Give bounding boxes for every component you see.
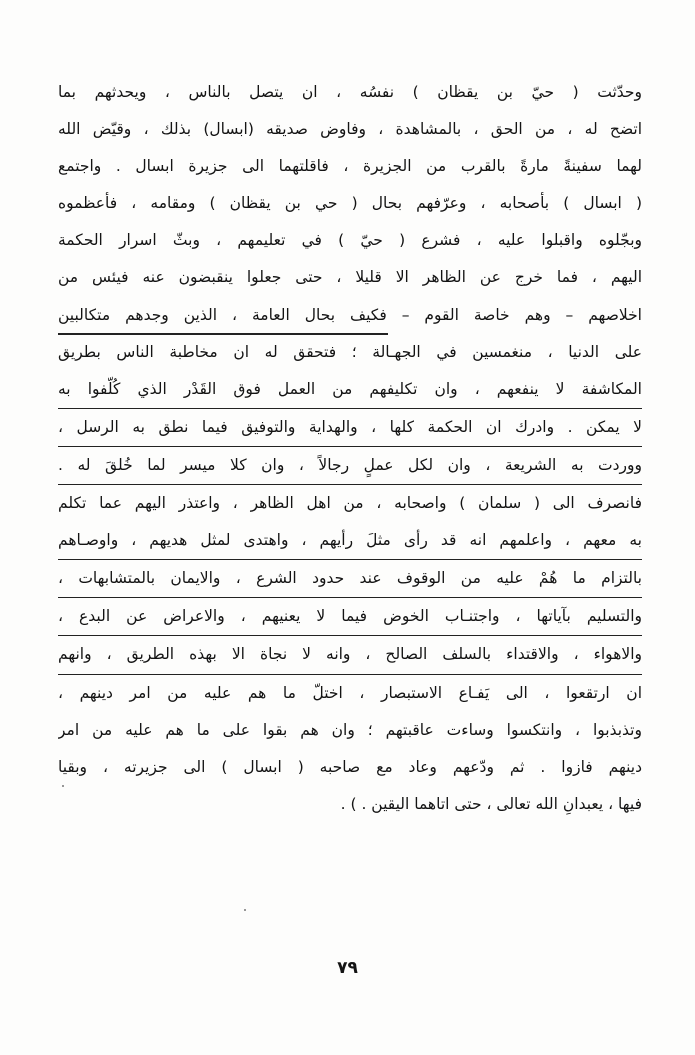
text-line: اتضح له ، من الحق ، بالمشاهدة ، وفاوض صديقه (ابسال) بذلك ، وقيّض الله (58, 120, 642, 139)
text-line: وبجّلوه واقبلوا عليه ، فشرع ( حيّ ) في تعليمهم ، وبثّ اسرار الحكمة (58, 231, 642, 250)
text-line: اخلاصهم – وهم خاصة القوم – فكيف بحال العامة ، الذين وجدهم متكالبين (58, 305, 642, 324)
text-line: وتذبذبوا ، وانتكسوا وساءت عاقبتهم ؛ وان هم بقوا على ما هم عليه من امر (58, 720, 642, 739)
body-text (58, 74, 642, 823)
underlined-text-line: بالتزام ما هُمْ عليه من الوقوف عند حدود الشرع ، والايمان بالمتشابهات ، (58, 560, 642, 598)
text-line: على الدنيا ، منغمسين في الجهـالة ؛ فتحقق له ان مخاطبة الناس بطريق (58, 342, 642, 361)
underlined-text-line: والتسليم بآياتها ، واجتنـاب الخوض فيما لا يعنيهم ، والاعراض عن البدع ، (58, 598, 642, 636)
text-line: وحدّثت ( حيّ بن يقظان ) نفسُه ، ان يتصل بالناس ، ويحدثهم بما (58, 83, 642, 101)
page-number: ٧٩ (337, 958, 358, 978)
pencil-underline (58, 333, 388, 335)
underlined-text-line: والاهواء ، والاقتداء بالسلف الصالح ، وانه لا نجاة الا بهذه الطريق ، وانهم (58, 636, 642, 674)
underlined-text-line: لا يمكن . وادرك ان الحكمة كلها ، والهداية والتوفيق فيما نطق به الرسل ، (58, 409, 642, 447)
underlined-text-line: به معهم ، واعلمهم انه قد رأى مثلَ رأيهم ، واهتدى لمثل هديهم ، واوصـاهم (58, 522, 642, 560)
text-line: فيها ، يعبدانِ الله تعالى ، حتى اتاهما اليقين . ) . (340, 794, 642, 813)
text-line: اليهم ، فما خرج عن الظاهر الا قليلا ، حتى جعلوا ينقبضون عنه فيئس من (58, 268, 642, 287)
text-line: دينهم فازوا . ثم ودّعهم وعاد مع صاحبه ( ابسال ) الى جزيرته ، وبقيا (58, 757, 642, 776)
paper-speck (62, 785, 64, 787)
text-line: فانصرف الى ( سلمان ) واصحابه ، من اهل الظاهر ، واعتذر اليهم عما تكلم (58, 494, 642, 513)
underlined-text-line: ووردت به الشريعة ، وان لكل عملٍ رجالاً ، وان كلا ميسر لما خُلقَ له . (58, 447, 642, 485)
paper-speck (244, 909, 246, 911)
underlined-text-line: المكاشفة لا ينفعهم ، وان تكليفهم من العمل فوق القَدْر الذي كُلّفوا به (58, 371, 642, 409)
text-line: لهما سفينةً مارةً بالقرب من الجزيرة ، فاقلتهما الى جزيرة ابسال . واجتمع (58, 157, 642, 176)
text-line: ان ارتقعوا ، الى يَفـاع الاستبصار ، اختلّ ما هم عليه من امر دينهم ، (58, 683, 642, 702)
text-line: ( ابسال ) بأصحابه ، وعرّفهم بحال ( حي بن يقظان ) ومقامه ، فأعظموه (58, 194, 642, 213)
